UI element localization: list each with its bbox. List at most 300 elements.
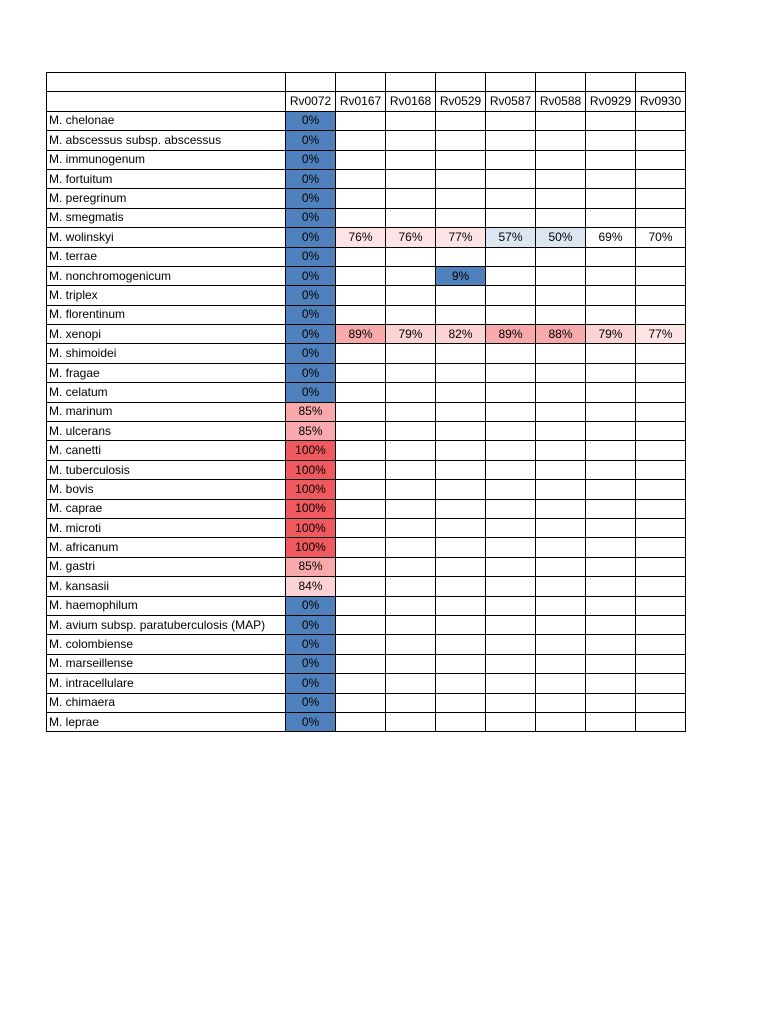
value-cell[interactable]: [636, 383, 686, 402]
value-cell[interactable]: [336, 189, 386, 208]
value-cell[interactable]: [336, 499, 386, 518]
species-name-cell[interactable]: M. marinum: [47, 402, 286, 421]
value-cell[interactable]: [436, 111, 486, 130]
value-cell[interactable]: 0%: [286, 363, 336, 382]
value-cell[interactable]: [336, 111, 386, 130]
value-cell[interactable]: [586, 596, 636, 615]
value-cell[interactable]: [386, 383, 436, 402]
value-cell[interactable]: [486, 441, 536, 460]
species-name-cell[interactable]: M. marseillense: [47, 654, 286, 673]
value-cell[interactable]: [436, 402, 486, 421]
column-header[interactable]: Rv0072: [286, 92, 336, 111]
value-cell[interactable]: [536, 557, 586, 576]
value-cell[interactable]: [486, 150, 536, 169]
value-cell[interactable]: [486, 693, 536, 712]
value-cell[interactable]: 89%: [336, 325, 386, 344]
species-name-cell[interactable]: M. ulcerans: [47, 422, 286, 441]
value-cell[interactable]: [486, 538, 536, 557]
value-cell[interactable]: 0%: [286, 654, 336, 673]
value-cell[interactable]: 0%: [286, 305, 336, 324]
species-name-cell[interactable]: M. intracellulare: [47, 674, 286, 693]
value-cell[interactable]: 0%: [286, 150, 336, 169]
value-cell[interactable]: [536, 150, 586, 169]
value-cell[interactable]: [536, 693, 586, 712]
species-name-cell[interactable]: M. leprae: [47, 712, 286, 731]
value-cell[interactable]: [336, 518, 386, 537]
value-cell[interactable]: [336, 266, 386, 285]
value-cell[interactable]: [486, 286, 536, 305]
value-cell[interactable]: [436, 557, 486, 576]
value-cell[interactable]: [486, 383, 536, 402]
value-cell[interactable]: 79%: [586, 325, 636, 344]
value-cell[interactable]: 0%: [286, 111, 336, 130]
value-cell[interactable]: [386, 518, 436, 537]
column-header[interactable]: Rv0529: [436, 92, 486, 111]
value-cell[interactable]: [436, 596, 486, 615]
value-cell[interactable]: [636, 693, 686, 712]
value-cell[interactable]: [336, 538, 386, 557]
value-cell[interactable]: [586, 363, 636, 382]
value-cell[interactable]: [336, 422, 386, 441]
value-cell[interactable]: [536, 111, 586, 130]
value-cell[interactable]: [386, 441, 436, 460]
value-cell[interactable]: [386, 150, 436, 169]
value-cell[interactable]: [336, 131, 386, 150]
value-cell[interactable]: [386, 596, 436, 615]
value-cell[interactable]: [436, 480, 486, 499]
value-cell[interactable]: [336, 480, 386, 499]
value-cell[interactable]: [536, 712, 586, 731]
value-cell[interactable]: [586, 383, 636, 402]
value-cell[interactable]: [536, 596, 586, 615]
value-cell[interactable]: [586, 615, 636, 634]
value-cell[interactable]: [386, 499, 436, 518]
value-cell[interactable]: [536, 131, 586, 150]
value-cell[interactable]: [336, 169, 386, 188]
value-cell[interactable]: [636, 422, 686, 441]
value-cell[interactable]: [486, 131, 536, 150]
value-cell[interactable]: [336, 460, 386, 479]
species-name-cell[interactable]: M. caprae: [47, 499, 286, 518]
value-cell[interactable]: [436, 538, 486, 557]
value-cell[interactable]: [486, 247, 536, 266]
value-cell[interactable]: 0%: [286, 208, 336, 227]
value-cell[interactable]: 82%: [436, 325, 486, 344]
species-name-cell[interactable]: M. chimaera: [47, 693, 286, 712]
value-cell[interactable]: [486, 674, 536, 693]
value-cell[interactable]: 0%: [286, 615, 336, 634]
value-cell[interactable]: [636, 577, 686, 596]
value-cell[interactable]: [636, 111, 686, 130]
value-cell[interactable]: [586, 577, 636, 596]
value-cell[interactable]: 76%: [386, 228, 436, 247]
value-cell[interactable]: [636, 499, 686, 518]
species-name-cell[interactable]: M. canetti: [47, 441, 286, 460]
value-cell[interactable]: [386, 538, 436, 557]
value-cell[interactable]: [336, 344, 386, 363]
value-cell[interactable]: [536, 635, 586, 654]
value-cell[interactable]: [336, 383, 386, 402]
value-cell[interactable]: [586, 441, 636, 460]
value-cell[interactable]: [536, 305, 586, 324]
species-name-cell[interactable]: M. kansasii: [47, 577, 286, 596]
value-cell[interactable]: [636, 247, 686, 266]
value-cell[interactable]: [536, 480, 586, 499]
value-cell[interactable]: 0%: [286, 228, 336, 247]
column-header[interactable]: Rv0168: [386, 92, 436, 111]
blank-cell[interactable]: [47, 73, 286, 92]
corner-cell[interactable]: [47, 92, 286, 111]
value-cell[interactable]: [436, 615, 486, 634]
value-cell[interactable]: [636, 480, 686, 499]
value-cell[interactable]: [436, 674, 486, 693]
value-cell[interactable]: 0%: [286, 131, 336, 150]
value-cell[interactable]: [536, 460, 586, 479]
species-name-cell[interactable]: M. abscessus subsp. abscessus: [47, 131, 286, 150]
value-cell[interactable]: [436, 363, 486, 382]
value-cell[interactable]: 84%: [286, 577, 336, 596]
value-cell[interactable]: [636, 286, 686, 305]
value-cell[interactable]: 50%: [536, 228, 586, 247]
value-cell[interactable]: 0%: [286, 286, 336, 305]
value-cell[interactable]: 0%: [286, 383, 336, 402]
species-name-cell[interactable]: M. chelonae: [47, 111, 286, 130]
value-cell[interactable]: [486, 422, 536, 441]
value-cell[interactable]: [386, 693, 436, 712]
column-header[interactable]: Rv0167: [336, 92, 386, 111]
value-cell[interactable]: [586, 693, 636, 712]
value-cell[interactable]: [536, 286, 586, 305]
blank-cell[interactable]: [486, 73, 536, 92]
value-cell[interactable]: [386, 577, 436, 596]
value-cell[interactable]: [486, 712, 536, 731]
value-cell[interactable]: [536, 538, 586, 557]
value-cell[interactable]: 0%: [286, 596, 336, 615]
value-cell[interactable]: 0%: [286, 344, 336, 363]
value-cell[interactable]: [586, 518, 636, 537]
value-cell[interactable]: [636, 363, 686, 382]
species-name-cell[interactable]: M. fragae: [47, 363, 286, 382]
value-cell[interactable]: 0%: [286, 712, 336, 731]
value-cell[interactable]: [386, 712, 436, 731]
value-cell[interactable]: [486, 305, 536, 324]
value-cell[interactable]: [636, 169, 686, 188]
value-cell[interactable]: [586, 131, 636, 150]
value-cell[interactable]: [636, 557, 686, 576]
value-cell[interactable]: [386, 208, 436, 227]
value-cell[interactable]: [636, 441, 686, 460]
value-cell[interactable]: [486, 460, 536, 479]
value-cell[interactable]: [436, 693, 486, 712]
value-cell[interactable]: [636, 674, 686, 693]
value-cell[interactable]: [336, 615, 386, 634]
value-cell[interactable]: [486, 577, 536, 596]
blank-cell[interactable]: [436, 73, 486, 92]
column-header[interactable]: Rv0588: [536, 92, 586, 111]
value-cell[interactable]: [336, 577, 386, 596]
value-cell[interactable]: [536, 518, 586, 537]
value-cell[interactable]: 0%: [286, 635, 336, 654]
value-cell[interactable]: [436, 383, 486, 402]
species-name-cell[interactable]: M. gastri: [47, 557, 286, 576]
value-cell[interactable]: [386, 422, 436, 441]
value-cell[interactable]: [336, 674, 386, 693]
value-cell[interactable]: [636, 402, 686, 421]
value-cell[interactable]: [586, 402, 636, 421]
value-cell[interactable]: 0%: [286, 693, 336, 712]
value-cell[interactable]: [536, 247, 586, 266]
value-cell[interactable]: [436, 712, 486, 731]
value-cell[interactable]: [336, 596, 386, 615]
value-cell[interactable]: [486, 499, 536, 518]
value-cell[interactable]: 89%: [486, 325, 536, 344]
value-cell[interactable]: [336, 150, 386, 169]
value-cell[interactable]: [586, 208, 636, 227]
value-cell[interactable]: [536, 402, 586, 421]
value-cell[interactable]: 100%: [286, 538, 336, 557]
value-cell[interactable]: [536, 499, 586, 518]
value-cell[interactable]: [436, 169, 486, 188]
value-cell[interactable]: [336, 286, 386, 305]
value-cell[interactable]: [636, 131, 686, 150]
value-cell[interactable]: [436, 499, 486, 518]
value-cell[interactable]: [586, 460, 636, 479]
value-cell[interactable]: [586, 150, 636, 169]
value-cell[interactable]: [386, 460, 436, 479]
value-cell[interactable]: [586, 266, 636, 285]
value-cell[interactable]: [636, 538, 686, 557]
value-cell[interactable]: [586, 286, 636, 305]
value-cell[interactable]: 0%: [286, 674, 336, 693]
value-cell[interactable]: 77%: [436, 228, 486, 247]
value-cell[interactable]: [436, 150, 486, 169]
value-cell[interactable]: [386, 189, 436, 208]
value-cell[interactable]: 79%: [386, 325, 436, 344]
value-cell[interactable]: 9%: [436, 266, 486, 285]
value-cell[interactable]: [436, 441, 486, 460]
value-cell[interactable]: [586, 654, 636, 673]
value-cell[interactable]: [586, 111, 636, 130]
value-cell[interactable]: [486, 169, 536, 188]
value-cell[interactable]: [536, 615, 586, 634]
blank-cell[interactable]: [336, 73, 386, 92]
blank-cell[interactable]: [386, 73, 436, 92]
value-cell[interactable]: [486, 208, 536, 227]
value-cell[interactable]: [436, 518, 486, 537]
value-cell[interactable]: [636, 596, 686, 615]
value-cell[interactable]: [636, 712, 686, 731]
column-header[interactable]: Rv0929: [586, 92, 636, 111]
value-cell[interactable]: [436, 189, 486, 208]
value-cell[interactable]: [586, 422, 636, 441]
value-cell[interactable]: [486, 189, 536, 208]
species-name-cell[interactable]: M. africanum: [47, 538, 286, 557]
value-cell[interactable]: [336, 654, 386, 673]
species-name-cell[interactable]: M. florentinum: [47, 305, 286, 324]
blank-cell[interactable]: [536, 73, 586, 92]
species-name-cell[interactable]: M. nonchromogenicum: [47, 266, 286, 285]
value-cell[interactable]: 100%: [286, 441, 336, 460]
value-cell[interactable]: [336, 712, 386, 731]
value-cell[interactable]: 85%: [286, 557, 336, 576]
value-cell[interactable]: [436, 131, 486, 150]
value-cell[interactable]: [586, 674, 636, 693]
value-cell[interactable]: [386, 615, 436, 634]
value-cell[interactable]: 100%: [286, 480, 336, 499]
value-cell[interactable]: [386, 402, 436, 421]
value-cell[interactable]: [386, 111, 436, 130]
value-cell[interactable]: [586, 712, 636, 731]
value-cell[interactable]: [586, 499, 636, 518]
value-cell[interactable]: 100%: [286, 499, 336, 518]
value-cell[interactable]: 0%: [286, 247, 336, 266]
species-name-cell[interactable]: M. haemophilum: [47, 596, 286, 615]
value-cell[interactable]: [636, 344, 686, 363]
value-cell[interactable]: [386, 480, 436, 499]
value-cell[interactable]: [386, 557, 436, 576]
value-cell[interactable]: [436, 654, 486, 673]
value-cell[interactable]: [536, 189, 586, 208]
value-cell[interactable]: [636, 189, 686, 208]
value-cell[interactable]: [536, 441, 586, 460]
value-cell[interactable]: [586, 169, 636, 188]
column-header[interactable]: Rv0930: [636, 92, 686, 111]
value-cell[interactable]: [536, 266, 586, 285]
value-cell[interactable]: 88%: [536, 325, 586, 344]
value-cell[interactable]: 57%: [486, 228, 536, 247]
value-cell[interactable]: 0%: [286, 325, 336, 344]
value-cell[interactable]: [586, 635, 636, 654]
value-cell[interactable]: [486, 480, 536, 499]
value-cell[interactable]: [336, 441, 386, 460]
blank-cell[interactable]: [286, 73, 336, 92]
blank-cell[interactable]: [586, 73, 636, 92]
value-cell[interactable]: [336, 208, 386, 227]
value-cell[interactable]: 0%: [286, 266, 336, 285]
species-name-cell[interactable]: M. celatum: [47, 383, 286, 402]
value-cell[interactable]: [436, 247, 486, 266]
value-cell[interactable]: 70%: [636, 228, 686, 247]
value-cell[interactable]: [636, 150, 686, 169]
value-cell[interactable]: [436, 344, 486, 363]
value-cell[interactable]: [436, 208, 486, 227]
species-name-cell[interactable]: M. bovis: [47, 480, 286, 499]
value-cell[interactable]: [486, 363, 536, 382]
value-cell[interactable]: [486, 111, 536, 130]
value-cell[interactable]: 77%: [636, 325, 686, 344]
species-name-cell[interactable]: M. fortuitum: [47, 169, 286, 188]
value-cell[interactable]: [386, 247, 436, 266]
species-name-cell[interactable]: M. colombiense: [47, 635, 286, 654]
value-cell[interactable]: [636, 635, 686, 654]
species-name-cell[interactable]: M. tuberculosis: [47, 460, 286, 479]
species-name-cell[interactable]: M. peregrinum: [47, 189, 286, 208]
value-cell[interactable]: [336, 247, 386, 266]
value-cell[interactable]: [586, 189, 636, 208]
value-cell[interactable]: [536, 654, 586, 673]
value-cell[interactable]: [536, 169, 586, 188]
value-cell[interactable]: [536, 674, 586, 693]
value-cell[interactable]: [636, 654, 686, 673]
value-cell[interactable]: 0%: [286, 189, 336, 208]
value-cell[interactable]: [586, 247, 636, 266]
species-name-cell[interactable]: M. triplex: [47, 286, 286, 305]
value-cell[interactable]: [386, 344, 436, 363]
value-cell[interactable]: 76%: [336, 228, 386, 247]
value-cell[interactable]: [436, 286, 486, 305]
species-name-cell[interactable]: M. microti: [47, 518, 286, 537]
value-cell[interactable]: [386, 131, 436, 150]
value-cell[interactable]: [536, 363, 586, 382]
value-cell[interactable]: [486, 266, 536, 285]
value-cell[interactable]: [536, 208, 586, 227]
value-cell[interactable]: [336, 305, 386, 324]
value-cell[interactable]: [436, 460, 486, 479]
value-cell[interactable]: [436, 305, 486, 324]
value-cell[interactable]: [636, 518, 686, 537]
value-cell[interactable]: [436, 422, 486, 441]
value-cell[interactable]: [536, 383, 586, 402]
value-cell[interactable]: [586, 480, 636, 499]
value-cell[interactable]: [486, 654, 536, 673]
value-cell[interactable]: 85%: [286, 422, 336, 441]
value-cell[interactable]: 85%: [286, 402, 336, 421]
value-cell[interactable]: [486, 402, 536, 421]
value-cell[interactable]: [386, 674, 436, 693]
value-cell[interactable]: [536, 344, 586, 363]
value-cell[interactable]: [336, 635, 386, 654]
species-name-cell[interactable]: M. terrae: [47, 247, 286, 266]
species-name-cell[interactable]: M. xenopi: [47, 325, 286, 344]
value-cell[interactable]: 100%: [286, 460, 336, 479]
value-cell[interactable]: [536, 422, 586, 441]
value-cell[interactable]: [586, 557, 636, 576]
value-cell[interactable]: [636, 615, 686, 634]
value-cell[interactable]: [386, 266, 436, 285]
species-name-cell[interactable]: M. wolinskyi: [47, 228, 286, 247]
value-cell[interactable]: [486, 518, 536, 537]
value-cell[interactable]: [336, 402, 386, 421]
value-cell[interactable]: [336, 557, 386, 576]
value-cell[interactable]: [386, 635, 436, 654]
value-cell[interactable]: [486, 635, 536, 654]
value-cell[interactable]: [386, 305, 436, 324]
value-cell[interactable]: 0%: [286, 169, 336, 188]
value-cell[interactable]: [386, 654, 436, 673]
species-name-cell[interactable]: M. immunogenum: [47, 150, 286, 169]
value-cell[interactable]: [386, 286, 436, 305]
value-cell[interactable]: [436, 635, 486, 654]
value-cell[interactable]: [486, 344, 536, 363]
value-cell[interactable]: 100%: [286, 518, 336, 537]
value-cell[interactable]: [586, 538, 636, 557]
value-cell[interactable]: [486, 557, 536, 576]
value-cell[interactable]: 69%: [586, 228, 636, 247]
species-name-cell[interactable]: M. shimoidei: [47, 344, 286, 363]
value-cell[interactable]: [536, 577, 586, 596]
value-cell[interactable]: [636, 266, 686, 285]
column-header[interactable]: Rv0587: [486, 92, 536, 111]
value-cell[interactable]: [486, 596, 536, 615]
value-cell[interactable]: [386, 363, 436, 382]
value-cell[interactable]: [636, 460, 686, 479]
value-cell[interactable]: [586, 305, 636, 324]
blank-cell[interactable]: [636, 73, 686, 92]
value-cell[interactable]: [586, 344, 636, 363]
value-cell[interactable]: [336, 693, 386, 712]
value-cell[interactable]: [336, 363, 386, 382]
species-name-cell[interactable]: M. avium subsp. paratuberculosis (MAP): [47, 615, 286, 634]
